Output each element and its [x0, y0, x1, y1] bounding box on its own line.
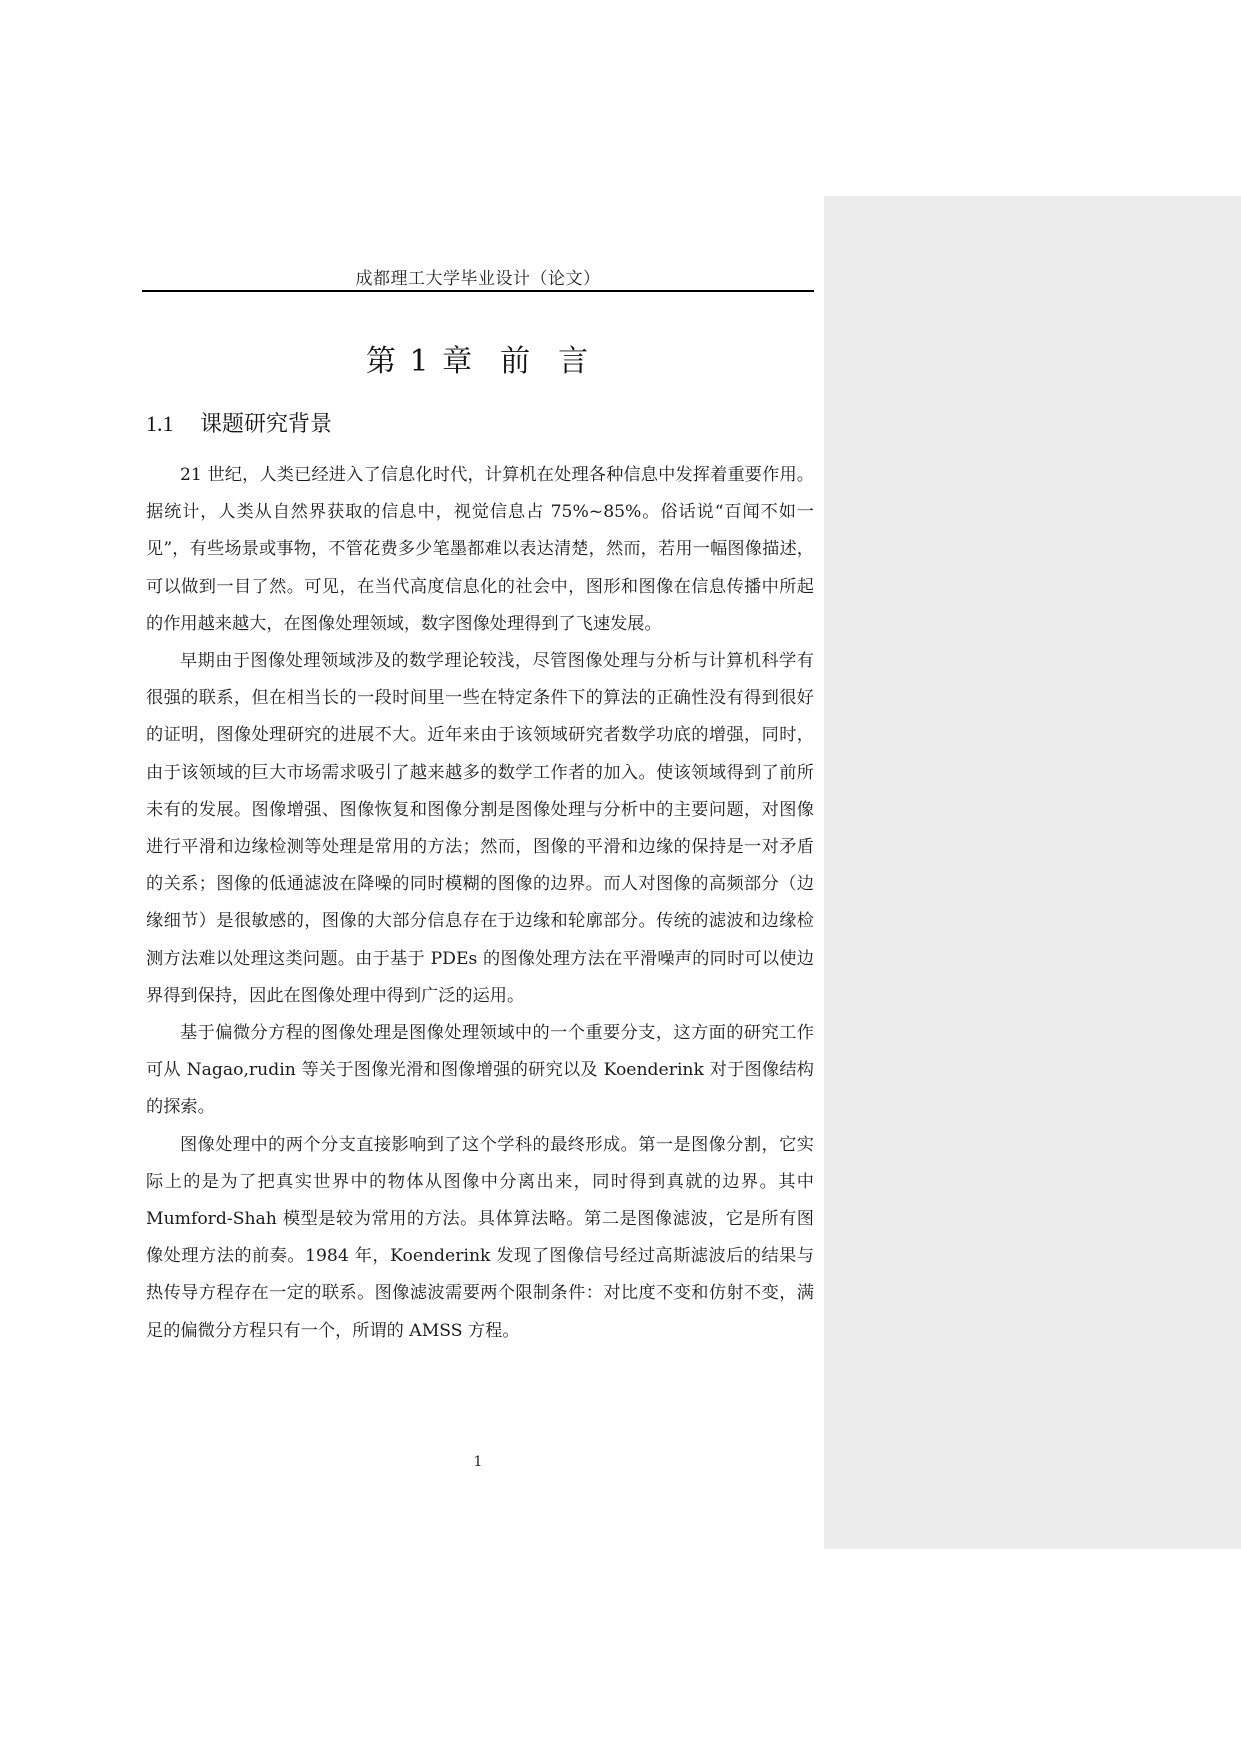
- chapter-title-part2: 言: [558, 344, 591, 379]
- section-heading: [146, 407, 806, 438]
- page-header: 成都理工大学毕业设计（论文）: [355, 269, 601, 289]
- paragraph: 21 世纪，人类已经进入了信息化时代，计算机在处理各种信息中发挥着重要作用。据统计，人类从自然界获取的信息中，视觉信息占 75%~85%。俗话说“百闻不如一见”，有些场景或事物，不管花费多少笔墨都难以表达清楚，然而，若用一幅图像描述，可以做到一目了然。可见，在当代高度信息化的社会中，图形和图像在信息传播中所起的作用越来越大，在图像处理领域，数字图像处理得到了飞速发展。: [146, 465, 814, 634]
- page-number: 1: [473, 1454, 483, 1470]
- chapter-title-part1: 前: [500, 344, 533, 379]
- chapter-number: 第 1 章: [365, 344, 475, 379]
- header-rule: [142, 290, 814, 292]
- paragraph: 基于偏微分方程的图像处理是图像处理领域中的一个重要分支，这方面的研究工作可从 Nagao,rudin 等关于图像光滑和图像增强的研究以及 Koenderink 对于图像结构的探索。: [146, 1023, 814, 1118]
- section-number: 1.1: [146, 411, 174, 436]
- paragraph: 早期由于图像处理领域涉及的数学理论较浅，尽管图像处理与分析与计算机科学有很强的联系，但在相当长的一段时间里一些在特定条件下的算法的正确性没有得到很好的证明，图像处理研究的进展不大。近年来由于该领域研究者数学功底的增强，同时，由于该领域的巨大市场需求吸引了越来越多的数学工作者的加入。使该领域得到了前所未有的发展。图像增强、图像恢复和图像分割是图像处理与分析中的主要问题，对图像进行平滑和边缘检测等处理是常用的方法；然而，图像的平滑和边缘的保持是一对矛盾的关系；图像的低通滤波在降噪的同时模糊的图像的边界。而人对图像的高频部分（边缘细节）是很敏感的，图像的大部分信息存在于边缘和轮廓部分。传统的滤波和边缘检测方法难以处理这类问题。由于基于 PDEs 的图像处理方法在平滑噪声的同时可以使边界得到保持，因此在图像处理中得到广泛的运用。: [146, 651, 814, 1006]
- paragraph: 图像处理中的两个分支直接影响到了这个学科的最终形成。第一是图像分割，它实际上的是为了把真实世界中的物体从图像中分离出来，同时得到真就的边界。其中 Mumford-Shah 模型是较为常用的方法。具体算法略。第二是图像滤波，它是所有图像处理方法的前奏。1984 年，Koenderink 发现了图像信号经过高斯滤波后的结果与热传导方程存在一定的联系。图像滤波需要两个限制条件：对比度不变和仿射不变，满足的偏微分方程只有一个，所谓的 AMSS 方程。: [146, 1134, 814, 1341]
- chapter-title: [142, 336, 814, 380]
- comment-pane: [824, 196, 1241, 1549]
- body-text: [146, 457, 814, 1350]
- section-title: 课题研究背景: [200, 412, 333, 437]
